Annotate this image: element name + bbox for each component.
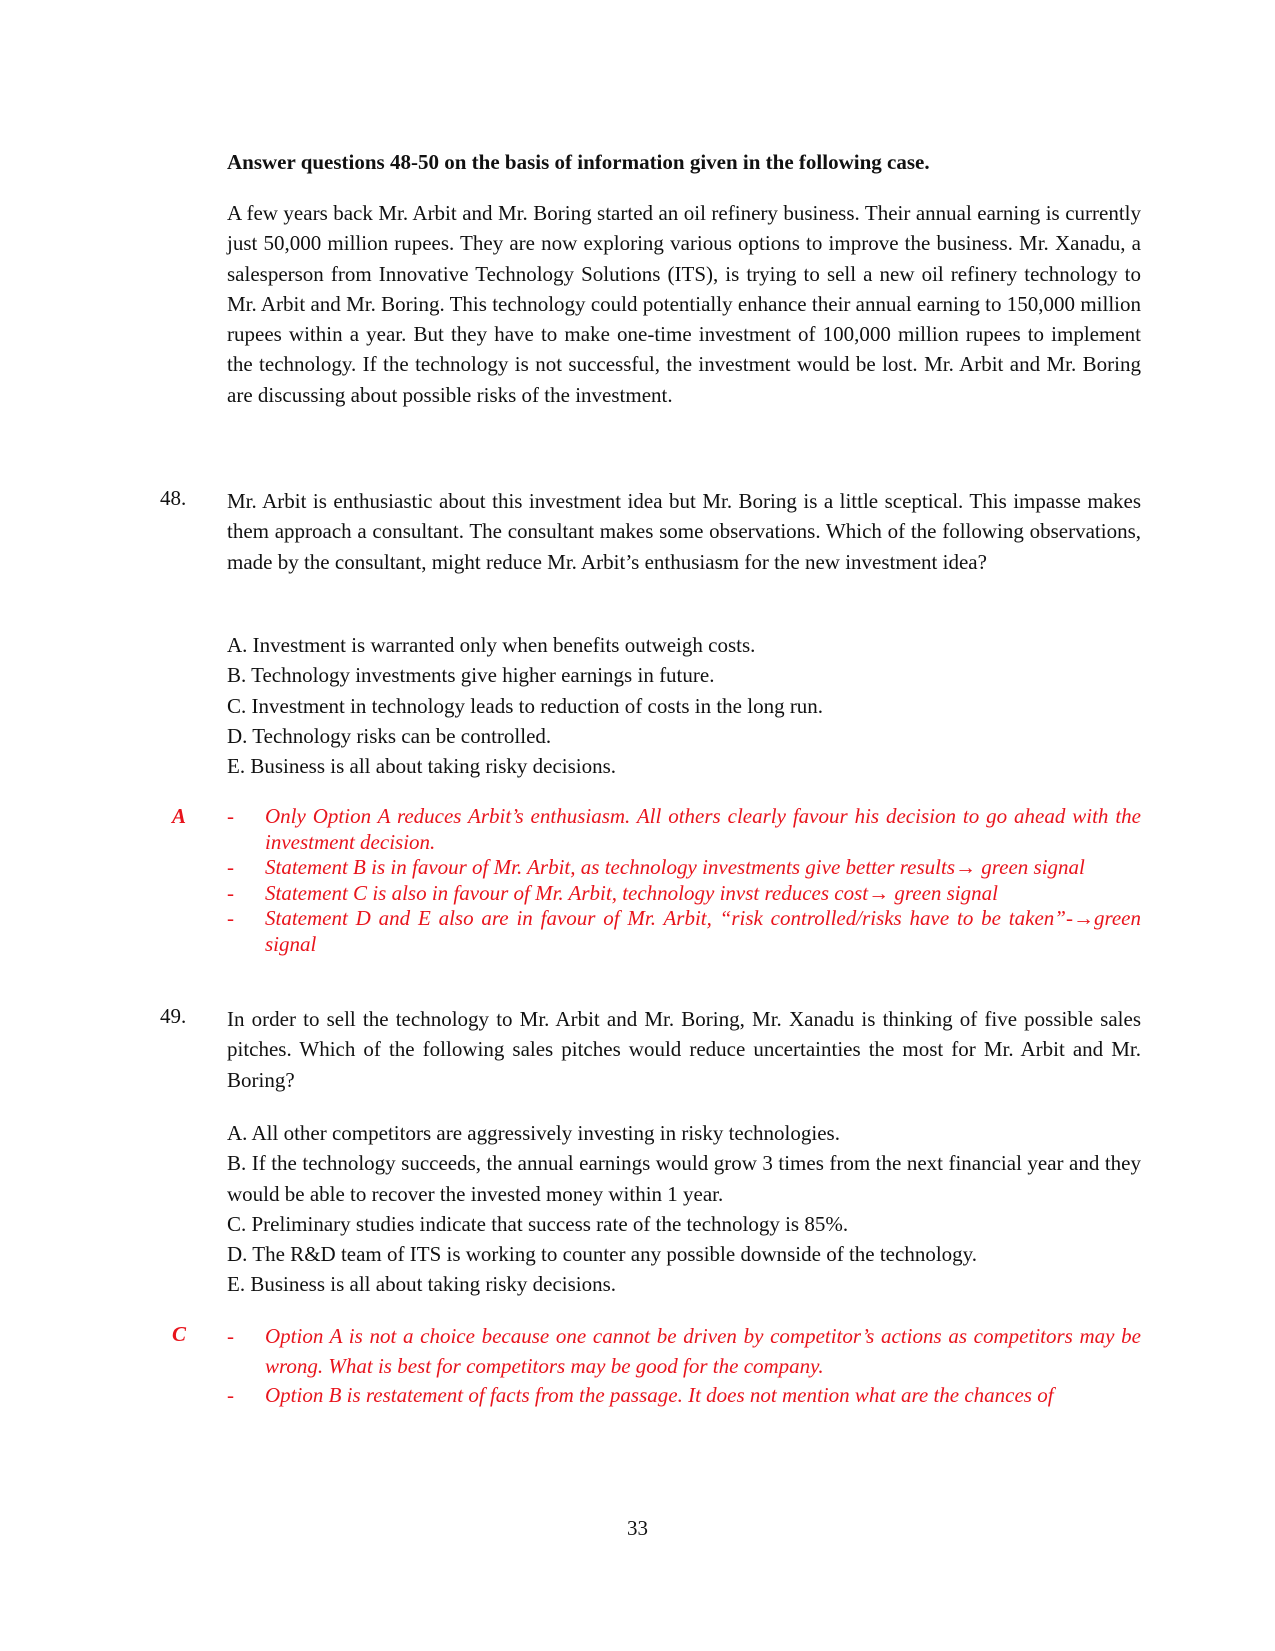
explanation-item (227, 1381, 1141, 1411)
question-49-text: In order to sell the technology to Mr. Arbit and Mr. Boring, Mr. Xanadu is thinking of five possible sales pitches. Which of the following sales pitches would reduce uncertainties the most for Mr. Arbit and Mr. Boring? (227, 1007, 1141, 1092)
explanation-text: Only Option A reduces Arbit’s enthusiasm. All others clearly favour his decision to go ahead with the investment decision. (265, 804, 1141, 854)
question-49-number: 49. (160, 1004, 187, 1028)
question-49-explanation (227, 1322, 1141, 1411)
option-item: D. The R&D team of ITS is working to counter any possible downside of the technology. (227, 1242, 978, 1267)
page-number: 33 (627, 1516, 648, 1540)
bullet-dash: - (227, 804, 234, 828)
bullet-dash: - (227, 1383, 234, 1407)
bullet-dash: - (227, 1324, 234, 1348)
question-49-answer: C (172, 1322, 187, 1346)
explanation-item (227, 855, 1141, 881)
option-item: E. Business is all about taking risky decisions. (227, 1272, 617, 1297)
option-item: A. All other competitors are aggressively investing in risky technologies. (227, 1121, 840, 1145)
question-48-text: Mr. Arbit is enthusiastic about this investment idea but Mr. Boring is a little sceptical. This impasse makes them approach a consultant. The consultant makes some observations. Which of the following observations, made by the consultant, might reduce Mr. Arbit’s enthusiasm for the new investment idea? (227, 489, 1141, 574)
option-item: B. Technology investments give higher earnings in future. (227, 663, 715, 688)
option-item: A. Investment is warranted only when benefits outweigh costs. (227, 633, 756, 657)
option-item: C. Preliminary studies indicate that success rate of the technology is 85%. (227, 1211, 849, 1236)
question-48-answer: A (172, 804, 187, 828)
question-48-number: 48. (160, 486, 187, 510)
explanation-item (227, 881, 1141, 907)
explanation-text: Statement C is also in favour of Mr. Arbit, technology invst reduces cost→ green signal (265, 880, 998, 905)
option-item: B. If the technology succeeds, the annual earnings would grow 3 times from the next financial year and they would be able to recover the invested money within 1 year. (227, 1151, 1141, 1206)
explanation-text: Statement B is in favour of Mr. Arbit, as technology investments give better results→ green signal (265, 855, 1085, 879)
question-48-options (227, 630, 1141, 781)
bullet-dash: - (227, 906, 234, 930)
bullet-dash: - (227, 855, 234, 879)
option-item: C. Investment in technology leads to reduction of costs in the long run. (227, 693, 824, 718)
question-49-options (227, 1118, 1141, 1300)
explanation-text: Statement D and E also are in favour of Mr. Arbit, “risk controlled/risks have to be taken”-→green signal (265, 906, 1141, 956)
explanation-item (227, 804, 1141, 855)
bullet-dash: - (227, 880, 234, 905)
option-item: E. Business is all about taking risky decisions. (227, 754, 617, 779)
option-item: D. Technology risks can be controlled. (227, 723, 552, 748)
explanation-item (227, 906, 1141, 957)
explanation-text: Option A is not a choice because one cannot be driven by competitor’s actions as competitors may be wrong. What is best for competitors may be good for the company. (265, 1324, 1141, 1378)
case-text: A few years back Mr. Arbit and Mr. Boring started an oil refinery business. Their annual earning is currently just 50,000 million rupees. They are now exploring various options to improve the business. Mr. Xanadu, a salesperson from Innovative Technology Solutions (ITS), is trying to sell a new oil refinery technology to Mr. Arbit and Mr. Boring. This technology could potentially enhance their annual earning to 150,000 million rupees within a year. But they have to make one-time investment of 100,000 million rupees to implement the technology. If the technology is not successful, the investment would be lost. Mr. Arbit and Mr. Boring are discussing about possible risks of the investment. (227, 201, 1141, 407)
question-48-explanation (227, 804, 1141, 957)
explanation-item (227, 1322, 1141, 1381)
explanation-text: Option B is restatement of facts from the passage. It does not mention what are the chances of (265, 1383, 1054, 1407)
case-heading: Answer questions 48-50 on the basis of information given in the following case. (227, 150, 930, 174)
